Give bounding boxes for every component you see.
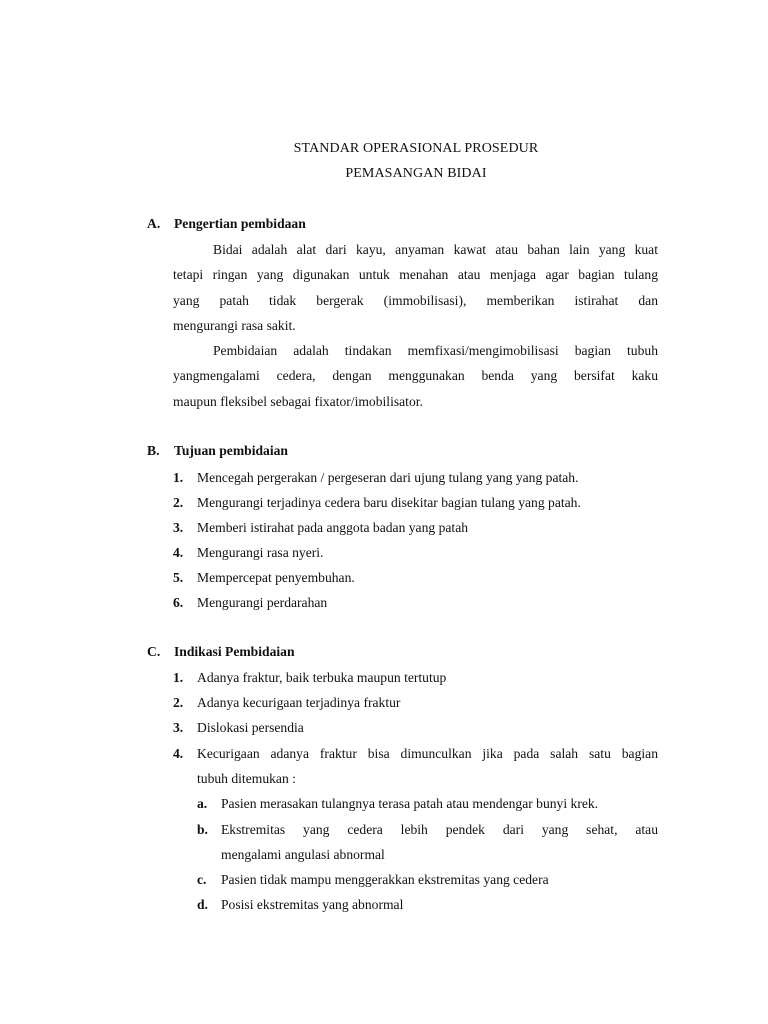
section-c-heading bbox=[147, 644, 295, 660]
list-text: Mengurangi perdarahan bbox=[197, 595, 328, 610]
list-text: Mempercepat penyembuhan. bbox=[197, 570, 355, 585]
list-text: Mengurangi rasa nyeri. bbox=[197, 545, 324, 560]
list-number: 6. bbox=[173, 595, 184, 610]
sub-list-letter: d. bbox=[197, 897, 208, 912]
sub-list-text: Pasien tidak mampu menggerakkan ekstremitas yang cedera bbox=[221, 872, 549, 887]
paragraph-line: yang patah tidak bergerak (immobilisasi), memberikan istirahat dan bbox=[173, 292, 658, 308]
list-number: 4. bbox=[173, 545, 184, 560]
list-text: Mengurangi terjadinya cedera baru disekitar bagian tulang yang patah. bbox=[197, 495, 581, 510]
paragraph-line: yangmengalami cedera, dengan menggunakan benda yang bersifat kaku bbox=[173, 368, 658, 384]
section-a-heading bbox=[147, 216, 306, 232]
list-text: Memberi istirahat pada anggota badan yang patah bbox=[197, 520, 469, 535]
sub-list-letter: b. bbox=[197, 822, 208, 837]
list-number: 2. bbox=[173, 695, 184, 710]
sub-list-text: Pasien merasakan tulangnya terasa patah atau mendengar bunyi krek. bbox=[221, 796, 599, 811]
paragraph-line: Pembidaian adalah tindakan memfixasi/mengimobilisasi bagian tubuh bbox=[213, 343, 658, 358]
list-number: 5. bbox=[173, 570, 184, 585]
section-c-letter: C. bbox=[147, 644, 161, 659]
paragraph-line: mengurangi rasa sakit. bbox=[173, 317, 296, 333]
sub-list-letter: a. bbox=[197, 796, 208, 811]
section-b-letter: B. bbox=[147, 443, 160, 458]
list-number: 3. bbox=[173, 520, 184, 535]
sub-list-letter: c. bbox=[197, 872, 207, 887]
section-b-heading bbox=[147, 443, 288, 459]
paragraph-line: Bidai adalah alat dari kayu, anyaman kawat atau bahan lain yang kuat bbox=[213, 242, 658, 257]
paragraph-line: maupun fleksibel sebagai fixator/imobilisator. bbox=[173, 393, 423, 409]
list-text: Kecurigaan adanya fraktur bisa dimunculkan jika pada salah satu bagian tubuh ditemukan : bbox=[197, 746, 658, 787]
sub-list-text: Ekstremitas yang cedera lebih pendek dari yang sehat, atau mengalami angulasi abnormal bbox=[221, 822, 658, 863]
list-number: 1. bbox=[173, 470, 184, 485]
list-number: 1. bbox=[173, 670, 184, 685]
list-text: Mencegah pergerakan / pergeseran dari ujung tulang yang yang patah. bbox=[197, 470, 579, 485]
paragraph-line: tetapi ringan yang digunakan untuk menahan atau menjaga agar bagian tulang bbox=[173, 267, 658, 283]
list-number: 3. bbox=[173, 720, 184, 735]
list-number: 2. bbox=[173, 495, 184, 510]
document-subtitle: PEMASANGAN BIDAI bbox=[345, 166, 487, 181]
list-number: 4. bbox=[173, 746, 184, 761]
section-a-title: Pengertian pembidaan bbox=[174, 216, 306, 231]
section-c-title: Indikasi Pembidaian bbox=[174, 644, 295, 659]
section-a-paragraph-2 bbox=[173, 338, 658, 414]
section-a-paragraph-1 bbox=[173, 237, 658, 338]
document-title: STANDAR OPERASIONAL PROSEDUR bbox=[293, 141, 539, 156]
section-b-title: Tujuan pembidaian bbox=[174, 443, 288, 458]
list-text: Adanya kecurigaan terjadinya fraktur bbox=[197, 695, 401, 710]
list-text: Adanya fraktur, baik terbuka maupun tertutup bbox=[197, 670, 447, 685]
sub-list-text: Posisi ekstremitas yang abnormal bbox=[221, 897, 404, 912]
list-text: Dislokasi persendia bbox=[197, 720, 304, 735]
section-a-letter: A. bbox=[147, 216, 161, 231]
